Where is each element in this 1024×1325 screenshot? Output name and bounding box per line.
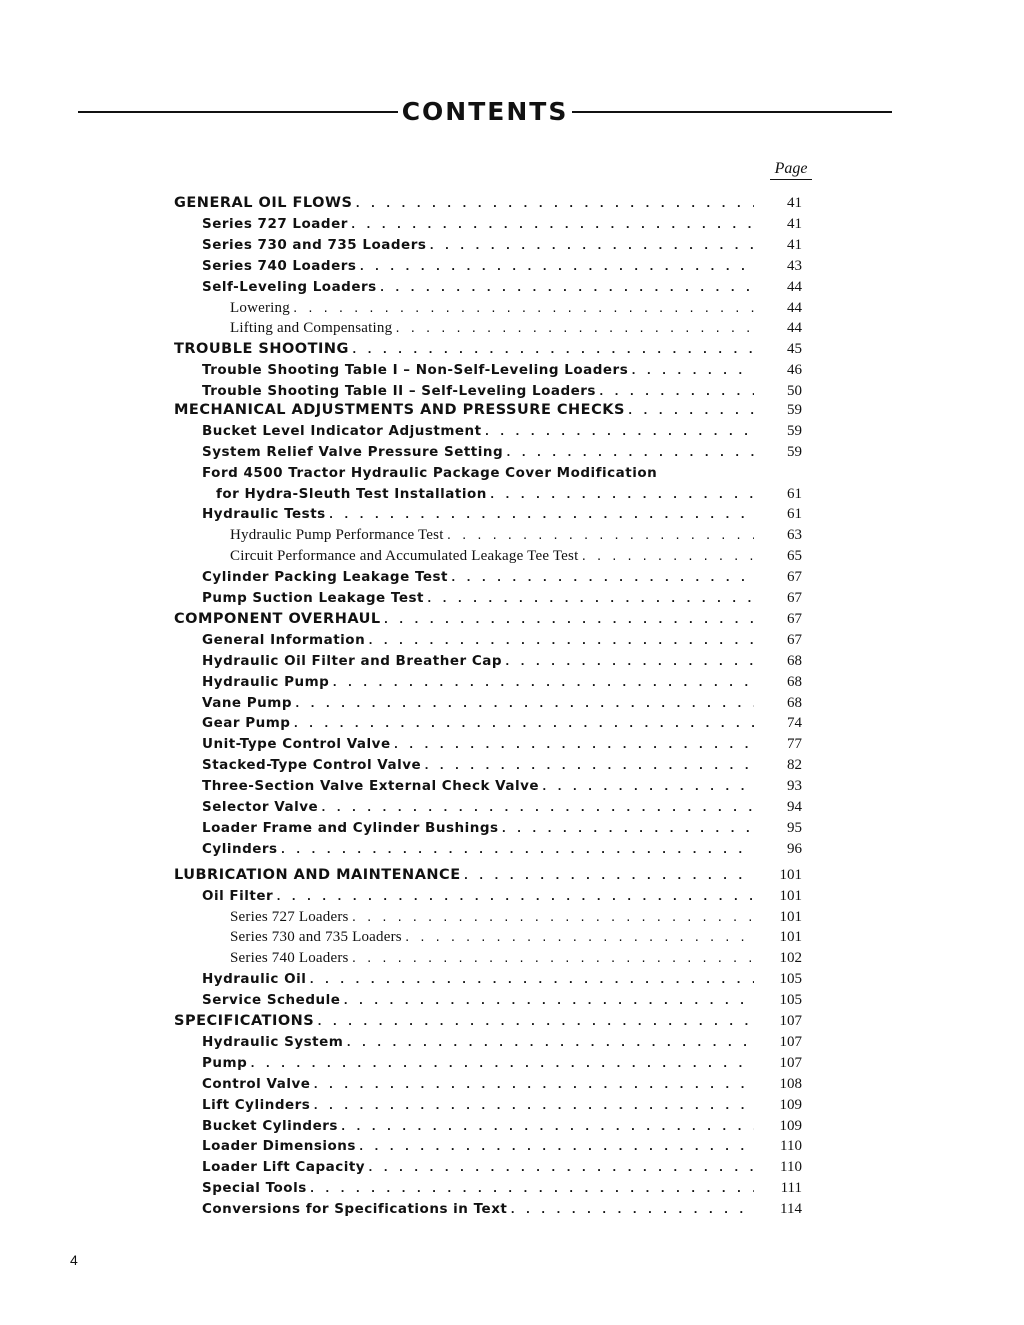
dot-leader — [316, 1012, 754, 1032]
toc-entry-label: Three-Section Valve External Check Valve — [202, 778, 540, 794]
dot-leader — [484, 422, 754, 442]
toc-entry — [202, 1116, 754, 1136]
toc-entry-page: 96 — [787, 841, 802, 857]
toc-entry-page: 67 — [787, 632, 802, 648]
toc-entry-page: 44 — [787, 320, 802, 336]
toc-entry — [230, 546, 754, 566]
toc-entry-page: 63 — [787, 527, 802, 543]
toc-entry-page: 59 — [787, 444, 802, 460]
toc-entry — [174, 193, 754, 213]
toc-entry-label: Control Valve — [202, 1076, 311, 1092]
toc-entry-label: Loader Dimensions — [202, 1138, 356, 1154]
toc-entry-label: Series 730 and 735 Loaders — [202, 237, 427, 253]
toc-entry — [202, 990, 754, 1010]
toc-entry-page: 105 — [779, 971, 802, 987]
dot-leader — [383, 610, 754, 630]
dot-leader — [340, 1117, 754, 1137]
toc-entry-label: TROUBLE SHOOTING — [174, 341, 349, 357]
dot-leader — [541, 777, 754, 797]
toc-entry — [202, 1199, 754, 1219]
dot-leader — [351, 949, 754, 969]
toc-entry-label: Hydraulic Tests — [202, 506, 326, 522]
dot-leader — [501, 819, 754, 839]
dot-leader — [350, 215, 754, 235]
toc-entry-page: 101 — [779, 888, 802, 904]
toc-entry — [202, 630, 754, 650]
toc-entry — [202, 839, 754, 859]
toc-entry — [230, 525, 754, 545]
dot-leader — [367, 631, 754, 651]
toc-entry-label: Gear Pump — [202, 715, 291, 731]
toc-entry — [202, 672, 754, 692]
dot-leader — [328, 505, 754, 525]
toc-entry — [202, 1095, 754, 1115]
toc-entry — [202, 1178, 754, 1198]
toc-entry-label: Special Tools — [202, 1180, 307, 1196]
toc-entry — [202, 734, 754, 754]
toc-entry — [202, 755, 754, 775]
toc-entry-label: GENERAL OIL FLOWS — [174, 195, 353, 211]
toc-entry-page: 110 — [780, 1159, 802, 1175]
toc-entry-label: Stacked-Type Control Valve — [202, 757, 422, 773]
toc-entry-page: 68 — [787, 674, 802, 690]
dot-leader — [367, 1158, 754, 1178]
dot-leader — [428, 236, 754, 256]
dot-leader — [423, 756, 754, 776]
toc-entry — [202, 1136, 754, 1156]
toc-entry-page: 46 — [787, 362, 802, 378]
toc-entry-label: SPECIFICATIONS — [174, 1013, 315, 1029]
toc-entry-page: 105 — [779, 992, 802, 1008]
dot-leader — [504, 652, 754, 672]
dot-leader — [463, 866, 754, 886]
toc-entry-page: 61 — [787, 506, 802, 522]
toc-entry-label: Series 740 Loaders — [202, 258, 357, 274]
toc-entry-label: Cylinders — [202, 841, 278, 857]
toc-entry — [202, 235, 754, 255]
toc-entry-label: Pump Suction Leakage Test — [202, 590, 424, 606]
toc-entry-label: Hydraulic System — [202, 1034, 344, 1050]
toc-entry — [202, 969, 754, 989]
toc-entry-page: 82 — [787, 757, 802, 773]
toc-entry-page: 95 — [787, 820, 802, 836]
dot-leader — [320, 798, 754, 818]
page-title: CONTENTS — [401, 97, 569, 126]
dot-leader — [505, 443, 754, 463]
dot-leader — [358, 257, 754, 277]
toc-entry-label: Selector Valve — [202, 799, 319, 815]
toc-entry — [202, 421, 754, 441]
toc-entry — [202, 818, 754, 838]
dot-leader — [509, 1200, 754, 1220]
dot-leader — [308, 970, 754, 990]
toc-entry — [202, 1074, 754, 1094]
toc-entry — [202, 360, 754, 380]
toc-entry-page: 68 — [787, 653, 802, 669]
toc-entry-label: Lowering — [230, 300, 290, 316]
dot-leader — [312, 1096, 754, 1116]
dot-leader — [394, 319, 754, 339]
toc-entry — [202, 651, 754, 671]
toc-entry-label: Bucket Level Indicator Adjustment — [202, 423, 482, 439]
toc-entry-page: 61 — [787, 486, 802, 502]
toc-entry — [202, 277, 754, 297]
toc-entry — [230, 318, 754, 338]
dot-leader — [446, 526, 754, 546]
dot-leader — [580, 547, 754, 567]
dot-leader — [404, 928, 754, 948]
toc-entry-label: Trouble Shooting Table I – Non-Self-Leveling Loaders — [202, 362, 629, 378]
dot-leader — [351, 908, 754, 928]
toc-entry-page: 109 — [779, 1097, 802, 1113]
toc-entry-label: System Relief Valve Pressure Setting — [202, 444, 504, 460]
toc-entry — [202, 567, 754, 587]
toc-entry-page: 94 — [787, 799, 802, 815]
toc-entry-label: Hydraulic Oil Filter and Breather Cap — [202, 653, 503, 669]
toc-entry-page: 77 — [787, 736, 802, 752]
toc-entry-page: 41 — [787, 195, 802, 211]
toc-entry-label: Service Schedule — [202, 992, 341, 1008]
dot-leader — [280, 840, 754, 860]
dot-leader — [379, 278, 754, 298]
toc-entry — [202, 214, 754, 234]
toc-entry — [230, 298, 754, 318]
toc-entry-page: 59 — [787, 423, 802, 439]
toc-entry — [202, 797, 754, 817]
toc-entry-label: MECHANICAL ADJUSTMENTS AND PRESSURE CHECKS — [174, 402, 625, 418]
toc-entry-page: 67 — [787, 611, 802, 627]
toc-entry-label: Series 727 Loaders — [230, 909, 349, 925]
toc-entry-label: Hydraulic Pump — [202, 674, 330, 690]
page-number: 4 — [70, 1252, 78, 1268]
toc-entry — [202, 256, 754, 276]
toc-entry-page: 102 — [779, 950, 802, 966]
toc-entry-label: Loader Frame and Cylinder Bushings — [202, 820, 499, 836]
toc-entry-page: 101 — [779, 929, 802, 945]
toc-entry-page: 93 — [787, 778, 802, 794]
toc-entry-page: 107 — [779, 1013, 802, 1029]
toc-entry-page: 110 — [780, 1138, 802, 1154]
toc-entry — [202, 1157, 754, 1177]
toc-entry — [202, 776, 754, 796]
toc-entry — [202, 588, 754, 608]
toc-entry — [216, 484, 754, 504]
toc-entry-label: Pump — [202, 1055, 248, 1071]
toc-entry — [202, 1053, 754, 1073]
toc-entry-label: Loader Lift Capacity — [202, 1159, 366, 1175]
toc-entry-label: Series 727 Loader — [202, 216, 348, 232]
toc-entry-label: Trouble Shooting Table II – Self-Leveling Loaders — [202, 383, 596, 399]
toc-entry-label: Self-Leveling Loaders — [202, 279, 377, 295]
toc-entry-label: for Hydra-Sleuth Test Installation — [216, 486, 487, 502]
toc-entry-page: 50 — [787, 383, 802, 399]
toc-entry-page: 74 — [787, 715, 802, 731]
toc-entry-page: 41 — [787, 237, 802, 253]
toc-entry — [174, 400, 754, 420]
dot-leader — [342, 991, 754, 1011]
toc-entry-page: 101 — [779, 909, 802, 925]
toc-entry-page: 108 — [779, 1076, 802, 1092]
toc-entry-page: 41 — [787, 216, 802, 232]
dot-leader — [309, 1179, 754, 1199]
toc-entry-page: 111 — [780, 1180, 802, 1196]
toc-entry — [202, 504, 754, 524]
toc-entry-page: 67 — [787, 569, 802, 585]
toc-entry — [202, 1032, 754, 1052]
toc-entry — [174, 865, 754, 885]
toc-entry-page: 45 — [787, 341, 802, 357]
toc-entry-page: 68 — [787, 695, 802, 711]
toc-entry-page: 44 — [787, 300, 802, 316]
toc-entry-label: Lifting and Compensating — [230, 320, 393, 336]
toc-entry — [202, 886, 754, 906]
toc-entry-label: General Information — [202, 632, 366, 648]
toc-entry-page: 107 — [779, 1055, 802, 1071]
toc-entry — [202, 442, 754, 462]
toc-entry-label: Ford 4500 Tractor Hydraulic Package Cover Modification — [202, 465, 658, 481]
dot-leader — [489, 485, 754, 505]
toc-entry-label: Lift Cylinders — [202, 1097, 311, 1113]
toc-entry-label: Unit-Type Control Valve — [202, 736, 391, 752]
toc-entry-page: 43 — [787, 258, 802, 274]
toc-entry-label: Vane Pump — [202, 695, 293, 711]
dot-leader — [292, 299, 754, 319]
toc-entry-label: Circuit Performance and Accumulated Leakage Tee Test — [230, 548, 579, 564]
dot-leader — [627, 401, 754, 421]
toc-entry — [174, 609, 754, 629]
dot-leader — [426, 589, 754, 609]
toc-entry-page: 107 — [779, 1034, 802, 1050]
toc-entry-page: 44 — [787, 279, 802, 295]
toc-entry — [202, 463, 754, 483]
toc-entry-page: 65 — [787, 548, 802, 564]
dot-leader — [331, 673, 754, 693]
page-column-header: Page — [770, 160, 812, 180]
toc-entry-label: Hydraulic Pump Performance Test — [230, 527, 444, 543]
toc-entry-label: Hydraulic Oil — [202, 971, 307, 987]
dot-leader — [630, 361, 754, 381]
dot-leader — [393, 735, 754, 755]
toc-entry-label: Oil Filter — [202, 888, 274, 904]
dot-leader — [275, 887, 754, 907]
toc-entry-page: 114 — [780, 1201, 802, 1217]
toc-entry-page: 101 — [779, 867, 802, 883]
dot-leader — [292, 714, 754, 734]
dot-leader — [450, 568, 754, 588]
toc-entry — [202, 381, 754, 401]
dot-leader — [598, 382, 754, 402]
toc-entry-label: Series 740 Loaders — [230, 950, 349, 966]
dot-leader — [249, 1054, 754, 1074]
dot-leader — [358, 1137, 754, 1157]
dot-leader — [351, 340, 754, 360]
toc-entry-label: Cylinder Packing Leakage Test — [202, 569, 449, 585]
toc-entry — [202, 713, 754, 733]
toc-entry-label: Series 730 and 735 Loaders — [230, 929, 402, 945]
toc-entry — [202, 693, 754, 713]
toc-entry-label: Bucket Cylinders — [202, 1118, 338, 1134]
dot-leader — [354, 194, 754, 214]
toc-entry — [230, 907, 754, 927]
dot-leader — [294, 694, 754, 714]
toc-entry-label: Conversions for Specifications in Text — [202, 1201, 508, 1217]
toc-entry-page: 109 — [779, 1118, 802, 1134]
toc-entry-page: 59 — [787, 402, 802, 418]
dot-leader — [345, 1033, 754, 1053]
toc-entry-page: 67 — [787, 590, 802, 606]
toc-entry — [230, 927, 754, 947]
toc-entry-label: COMPONENT OVERHAUL — [174, 611, 381, 627]
toc-entry — [174, 1011, 754, 1031]
toc-entry — [230, 948, 754, 968]
dot-leader — [312, 1075, 754, 1095]
toc-entry — [174, 339, 754, 359]
toc-entry-label: LUBRICATION AND MAINTENANCE — [174, 867, 461, 883]
